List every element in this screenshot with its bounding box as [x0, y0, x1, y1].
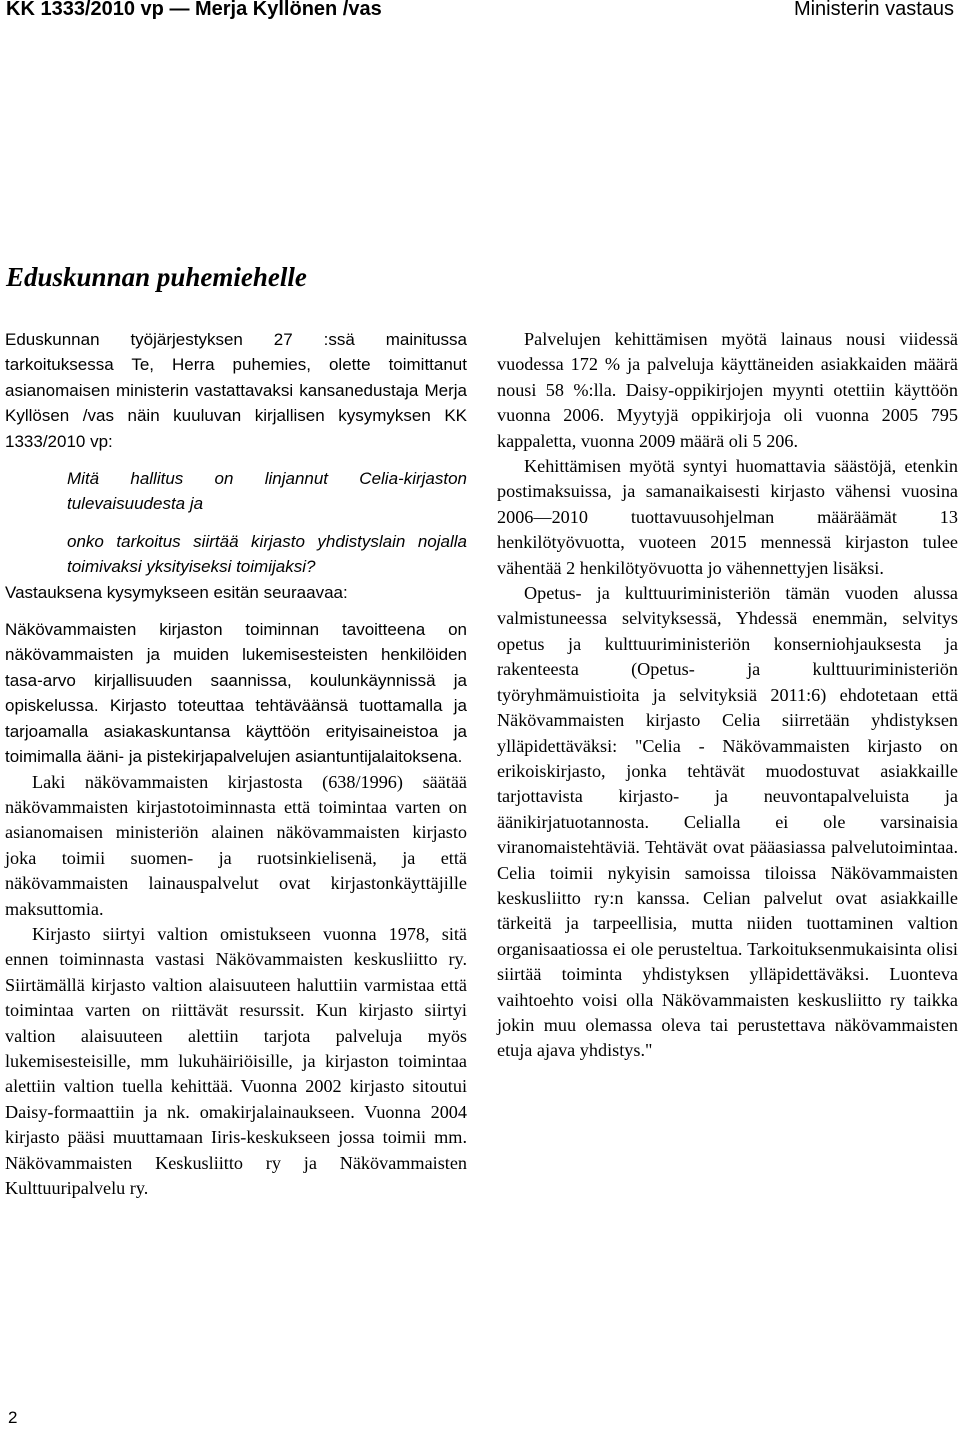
- answer-paragraph-2: Laki näkövammaisten kirjastosta (638/1996) säätää näkövammaisten kirjastotoiminnasta että toimintaa varten on asianomaisen ministeriön alainen näkövammaisten kirjasto joka toimii suomen- ja ruotsinkielisenä, ja että näkövammaisten lainauspalvelut ovat kirjastonkäyttäjille maksuttomia.: [5, 771, 467, 919]
- answer-paragraph-4: Palvelujen kehittämisen myötä lainaus nousi viidessä vuodessa 172 % ja palveluja käyttäneiden asiakkaiden määrä nousi 58 %:lla. Daisy-oppikirjojen myynti otettiin käyttöön vuonna 2006. Myytyjä oppikirjoja oli vuonna 2005 795 kappaletta, vuonna 2009 määrä oli 5 206.: [497, 329, 958, 451]
- answer-paragraph-5: Kehittämisen myötä syntyi huomattavia säästöjä, etenkin postimaksuissa, ja samanaikaisesti kirjasto vähensi vuosina 2006—2010 tuottavuusohjelman määräämät 13 henkilötyövuotta, vuoteen 2015 mennessä kirjaston tulee vähentää 2 henkilötyövuotta jo vähennettyjen lisäksi.: [497, 456, 958, 578]
- left-column: [5, 327, 467, 1201]
- document-reference: KK 1333/2010 vp — Merja Kyllönen /vas: [6, 0, 382, 20]
- salutation-heading: Eduskunnan puhemiehelle: [6, 262, 307, 292]
- answer-paragraph-3: Kirjasto siirtyi valtion omistukseen vuonna 1978, sitä ennen toiminnasta vastasi Näkövammaisten keskusliitto ry. Siirtämällä kirjasto valtion alaisuuteen haluttiin varmistaa että toimintaa varten on riittävät resurssit. Kun kirjasto siirtyi valtion alaisuuteen alettiin tarjota palveluja myös lukemisesteisille, mm lukuhäiriöisille, ja kirjaston toimintaa alettiin valtion tuella kehittää. Vuonna 2002 kirjasto sitoutui Daisy-formaattiin ja nk. omakirjalainaukseen. Vuonna 2004 kirjasto pääsi muuttamaan Iiris-keskukseen jossa toimii mm. Näkövammaisten Keskusliitto ry ja Näkövammaisten Kulttuuripalvelu ry.: [5, 923, 467, 1198]
- document-type: Ministerin vastaus: [793, 0, 954, 20]
- answer-paragraph-6: Opetus- ja kulttuuriministeriön tämän vuoden alussa valmistuneessa selvityksessä, Yhdessä enemmän, selvitys opetus ja kulttuuriministeriön konserniohjauksesta ja rakenteesta (Opetus- ja kulttuuriministeriön työryhmämuistioita ja selvityksiä 2011:6) ehdotetaan että Näkövammaisten kirjasto Celia siirretään yhdistyksen ylläpidettäväksi: "Celia - Näkövammaisten kirjasto on erikoiskirjasto, jonka tehtävät muodostuvat asiakkaille tarjottavista kirjasto- ja neuvontapalveluista ja äänikirjatuotannosta. Celialla ei ole varsinaisia viranomaistehtäviä. Tehtävät ovat pääasiassa palvelutoimintaa. Celia toimii nykyisin samoissa tiloissa Näkövammaisten keskusliitto ry:n kanssa. Celian palvelut ovat asiakkaille tärkeitä ja tarpeellisia, mutta niiden tuottaminen valtion organisaatiossa ei ole perusteltua. Tarkoituksenmukaisinta olisi siirtää toiminta yhdistyksen ylläpidettäväksi. Luonteva vaihtoehto voisi olla Näkövammaisten keskusliitto ry taikka jokin muu olemassa oleva tai perustettava näkövammaisten etuja ajava yhdistys.": [497, 583, 958, 1061]
- page-header: [6, 0, 954, 30]
- right-column: [497, 327, 958, 1064]
- answer-paragraph-1: Näkövammaisten kirjaston toiminnan tavoitteena on näkövammaisten ja muiden lukemisesteisten henkilöiden tasa-arvo kirjallisuuden saannissa, koulunkäynnissä ja opiskelussa. Kirjasto toteuttaa tehtäväänsä tuottamalla ja tarjoamalla asiakaskuntansa käyttöön erityisaineistoa ja toimimalla ääni- ja pistekirjapalvelujen asiantuntijalaitoksena.: [5, 620, 467, 767]
- question-2: onko tarkoitus siirtää kirjasto yhdistyslain nojalla toimivaksi yksityiseksi toimijaksi?: [67, 531, 467, 577]
- answer-intro: Vastauksena kysymykseen esitän seuraavaa:: [5, 582, 348, 602]
- question-1: Mitä hallitus on linjannut Celia-kirjaston tulevaisuudesta ja: [67, 469, 467, 514]
- page-number: 2: [8, 1408, 18, 1427]
- intro-paragraph: Eduskunnan työjärjestyksen 27 :ssä mainitussa tarkoituksessa Te, Herra puhemies, olette toimittanut asianomaisen ministerin vastattavaksi kansanedustaja Merja Kyllösen /vas näin kuuluvan kirjallisen kysymyksen KK 1333/2010 vp:: [5, 330, 467, 451]
